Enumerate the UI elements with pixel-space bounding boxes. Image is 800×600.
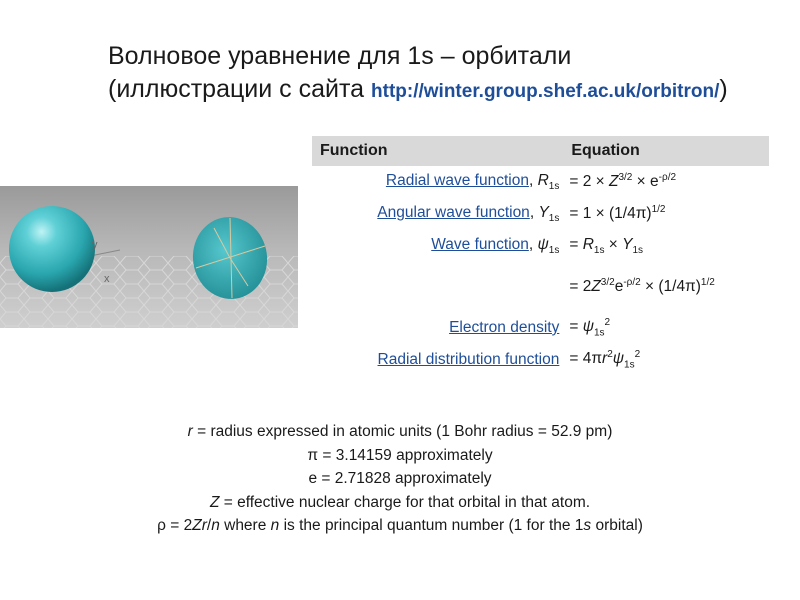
orbital-render <box>0 186 298 328</box>
eq-var: R <box>582 235 594 253</box>
eq-sup: 1/2 <box>700 277 715 289</box>
note-var: s <box>583 517 592 534</box>
equation-cell <box>563 166 769 198</box>
orbital-illustration <box>0 186 298 328</box>
title-line-2 <box>108 73 788 108</box>
table-header-row <box>312 136 769 166</box>
electron-density-link[interactable]: Electron density <box>449 319 560 336</box>
title-line-2-suffix: ) <box>719 75 728 103</box>
sphere-orbital-icon <box>9 206 95 292</box>
table-row-expanded <box>312 262 769 312</box>
note-text: π = 3.14159 approximately <box>307 446 493 464</box>
eq-sub: 1s <box>593 245 605 257</box>
note-text: is the principal quantum number (1 for the 1 <box>279 517 584 534</box>
eq-sub: 1s <box>593 327 605 339</box>
equation-cell <box>563 262 769 312</box>
note-var: Z <box>209 493 220 511</box>
table-row-radial-distribution <box>312 344 769 376</box>
eq-sup: 2 <box>607 349 613 361</box>
header-function: Function <box>312 136 563 166</box>
note-text: = effective nuclear charge for that orbital in that atom. <box>219 493 591 511</box>
eq-text: × e <box>632 173 659 191</box>
radial-wave-function-link[interactable]: Radial wave function <box>385 171 529 189</box>
table-row-wave <box>312 230 769 262</box>
eq-sub: 1s <box>632 245 644 257</box>
equation-cell <box>563 198 769 230</box>
function-cell <box>312 198 563 230</box>
note-var: n <box>211 517 220 534</box>
eq-var: ψ <box>582 318 594 336</box>
note-text: = radius expressed in atomic units (1 Bohr radius = 52.9 pm) <box>192 423 613 440</box>
function-cell <box>312 166 563 198</box>
eq-text: e <box>614 278 624 296</box>
symbol: Y <box>538 203 549 221</box>
symbol: ψ <box>537 235 549 253</box>
note-z <box>40 491 760 515</box>
note-text: e = 2.71828 approximately <box>308 470 492 487</box>
axis-y-label: y <box>92 239 98 251</box>
eq-sup: 2 <box>634 349 641 361</box>
table-row-angular <box>312 198 769 230</box>
note-e <box>40 467 760 491</box>
separator: , <box>529 203 539 221</box>
eq-var: Z <box>591 278 601 296</box>
function-cell <box>312 230 563 262</box>
note-var: r <box>187 423 193 440</box>
note-rho <box>40 514 760 538</box>
slide-title <box>108 40 788 108</box>
header-equation: Equation <box>563 136 769 166</box>
angular-wave-function-link[interactable]: Angular wave function <box>377 203 530 221</box>
note-text: / <box>206 517 212 534</box>
eq-text: × <box>604 235 623 253</box>
eq-text: = 2 × <box>569 173 609 191</box>
eq-sup: -ρ/2 <box>623 277 641 289</box>
eq-sub: 1s <box>624 359 635 371</box>
eq-sup: 1/2 <box>651 204 666 216</box>
eq-text: = <box>569 235 583 253</box>
note-radius <box>40 420 760 444</box>
equation-table <box>312 136 769 376</box>
axis-x-label: x <box>104 273 110 285</box>
title-line-2-prefix: (иллюстрации с сайта <box>108 75 372 103</box>
note-pi <box>40 444 760 468</box>
wave-function-link[interactable]: Wave function <box>431 235 529 253</box>
note-var: Zr <box>192 517 207 534</box>
eq-sup: 3/2 <box>618 172 633 184</box>
eq-sup: -ρ/2 <box>658 172 677 184</box>
eq-text: = 2 <box>569 278 592 296</box>
note-text: where <box>219 517 271 534</box>
symbol-subscript: 1s <box>548 245 560 257</box>
source-url: http://winter.group.shef.ac.uk/orbitron/ <box>371 81 720 102</box>
function-cell <box>312 344 563 376</box>
separator: , <box>528 235 538 253</box>
symbol-subscript: 1s <box>548 181 560 193</box>
table-row-radial <box>312 166 769 198</box>
equation-cell <box>563 230 769 262</box>
note-var: n <box>270 517 280 534</box>
table-row-density <box>312 312 769 344</box>
eq-text: = 4π <box>569 350 603 368</box>
radial-distribution-function-link[interactable]: Radial distribution function <box>377 351 560 368</box>
eq-var: r <box>602 350 608 368</box>
eq-sup: 2 <box>604 317 611 329</box>
symbol-subscript: 1s <box>548 213 560 225</box>
eq-sup: 3/2 <box>600 277 615 289</box>
eq-text: × (1/4π) <box>640 278 701 296</box>
notes-block <box>40 420 760 538</box>
function-cell <box>312 312 563 344</box>
eq-var: Y <box>622 235 633 253</box>
eq-text: = 1 × (1/4π) <box>569 205 652 223</box>
eq-text: = <box>569 318 583 336</box>
title-line-1: Волновое уравнение для 1s – орбитали <box>108 42 572 70</box>
note-text: ρ = 2 <box>157 517 193 534</box>
eq-var: Z <box>609 173 619 191</box>
equation-cell <box>563 344 769 376</box>
separator: , <box>528 171 538 189</box>
equation-cell <box>563 312 769 344</box>
eq-var: ψ <box>612 350 625 368</box>
function-cell-empty <box>312 262 563 312</box>
note-text: orbital) <box>591 517 643 534</box>
symbol: R <box>537 171 549 189</box>
